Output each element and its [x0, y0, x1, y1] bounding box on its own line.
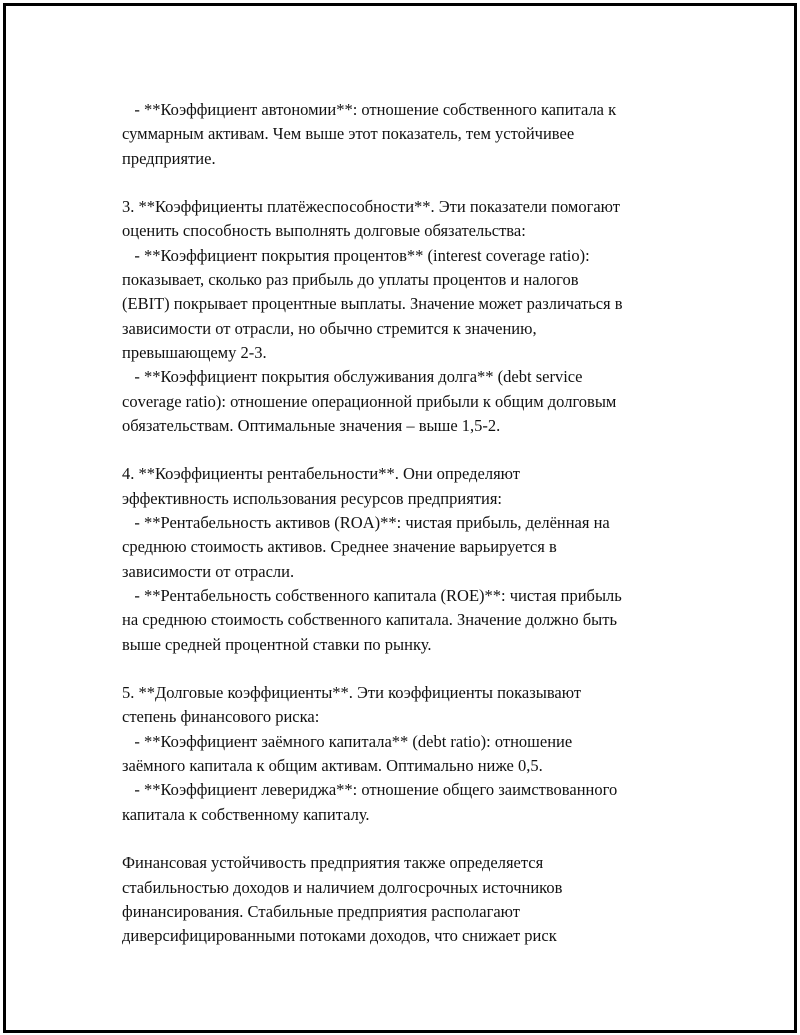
text-line: (EBIT) покрывает процентные выплаты. Значение может различаться в — [122, 294, 623, 314]
text-line: - **Коэффициент покрытия обслуживания долга** (debt service — [122, 367, 583, 387]
text-line: 5. **Долговые коэффициенты**. Эти коэффициенты показывают — [122, 683, 582, 703]
text-line: Финансовая устойчивость предприятия также определяется — [122, 853, 544, 873]
paragraph-gap — [122, 827, 692, 851]
text-line: 4. **Коэффициенты рентабельности**. Они определяют — [122, 464, 520, 484]
text-line: показывает, сколько раз прибыль до уплаты процентов и налогов — [122, 270, 579, 290]
paragraph-gap — [122, 171, 692, 195]
paragraph-profitability — [122, 462, 692, 656]
text-line: coverage ratio): отношение операционной прибыли к общим долговым — [122, 391, 617, 411]
paragraph-solvency — [122, 195, 692, 438]
paragraph-gap — [122, 657, 692, 681]
text-line: капитала к собственному капиталу. — [122, 804, 370, 824]
text-line: зависимости от отрасли, но обычно стремится к значению, — [122, 318, 537, 338]
paragraph-autonomy — [122, 98, 692, 171]
text-line: среднюю стоимость активов. Среднее значение варьируется в — [122, 537, 557, 557]
text-line: эффективность использования ресурсов предприятия: — [122, 488, 502, 508]
text-line: заёмного капитала к общим активам. Оптимально ниже 0,5. — [122, 756, 543, 776]
text-line: обязательствам. Оптимальные значения – выше 1,5-2. — [122, 415, 501, 435]
text-line: стабильностью доходов и наличием долгосрочных источников — [122, 877, 563, 897]
text-line: - **Коэффициент заёмного капитала** (debt ratio): отношение — [122, 731, 573, 751]
text-line: - **Рентабельность активов (ROA)**: чистая прибыль, делённая на — [122, 513, 610, 533]
document-body — [122, 98, 692, 948]
text-line: зависимости от отрасли. — [122, 561, 295, 581]
text-line: предприятие. — [122, 148, 216, 168]
text-line: суммарным активам. Чем выше этот показатель, тем устойчивее — [122, 124, 575, 144]
text-line: - **Рентабельность собственного капитала (ROE)**: чистая прибыль — [122, 585, 622, 605]
text-line: степень финансового риска: — [122, 707, 320, 727]
text-line: диверсифицированными потоками доходов, что снижает риск — [122, 926, 557, 946]
text-line: - **Коэффициент левериджа**: отношение общего заимствованного — [122, 780, 618, 800]
text-line: на среднюю стоимость собственного капитала. Значение должно быть — [122, 610, 617, 630]
page-frame — [3, 3, 797, 1033]
paragraph-gap — [122, 438, 692, 462]
text-line: оценить способность выполнять долговые обязательства: — [122, 221, 526, 241]
paragraph-debt — [122, 681, 692, 827]
text-line: - **Коэффициент автономии**: отношение собственного капитала к — [122, 100, 617, 119]
paragraph-stability — [122, 851, 692, 948]
text-line: 3. **Коэффициенты платёжеспособности**. Эти показатели помогают — [122, 197, 621, 217]
text-line: выше средней процентной ставки по рынку. — [122, 634, 432, 654]
text-line: - **Коэффициент покрытия процентов** (interest coverage ratio): — [122, 245, 590, 265]
text-line: финансирования. Стабильные предприятия располагают — [122, 901, 520, 921]
text-line: превышающему 2-3. — [122, 342, 267, 362]
